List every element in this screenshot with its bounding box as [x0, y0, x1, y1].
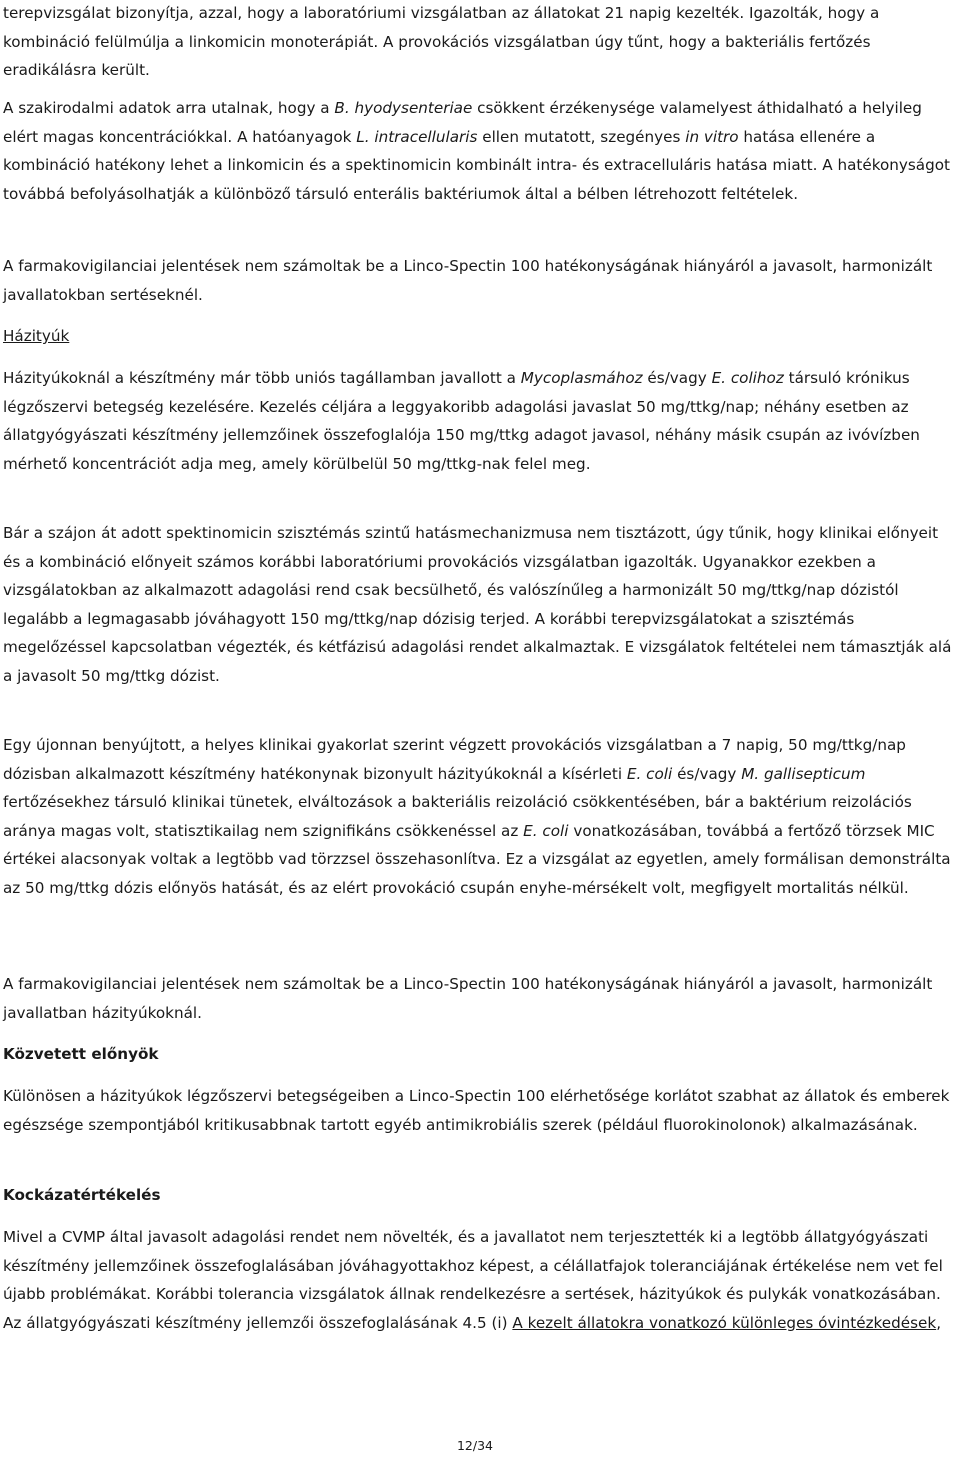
text-run: és/vagy	[642, 369, 712, 387]
italic-term: Mycoplasmához	[520, 369, 643, 387]
text-run: terepvizsgálat bizonyítja, azzal, hogy a laboratóriumi vizsgálatban az állatokat 21 napig kezelték. Igazolták, hogy a kombináció felülmúlja a linkomicin monoterápiát. A provokációs vizsgálatban úgy tűnt, hogy a bakteriális fertőzés eradikálásra került.	[3, 4, 880, 79]
text-run: Egy újonnan benyújtott, a helyes klinikai gyakorlat szerint végzett provokációs vizsgálatban a 7 napig, 50 mg/ttkg/nap dózisban alkalmazott készítmény hatékonynak bizonyult házityúkoknál a kísérleti	[3, 736, 906, 783]
italic-term: E. coli	[626, 764, 673, 783]
text-run: A farmakovigilanciai jelentések nem számoltak be a Linco-Spectin 100 hatékonyságának hiányáról a javasolt, harmonizált javallatban házityúkoknál.	[3, 975, 933, 1022]
paragraph-5	[3, 519, 953, 690]
text-run: és/vagy	[672, 764, 742, 783]
underlined-reference: A kezelt állatokra vonatkozó különleges óvintézkedések	[512, 1313, 937, 1332]
text-run: Bár a szájon át adott spektinomicin szisztémás szintű hatásmechanizmusa nem tisztázott, úgy tűnik, hogy klinikai előnyeit és a kombináció előnyeit számos korábbi laboratóriumi provokációs vizsgálatban igazolták. Ugyanakkor ezekben a vizsgálatokban az alkalmazott adagolási rend csak becsülhető, és valószínűleg a harmonizált 50 mg/ttkg/nap dózistól legalább a legmagasabb jóváhagyott 150 mg/ttkg/nap dózisig terjed. A korábbi terepvizsgálatokat a szisztémás megelőzéssel kapcsolatban végezték, és kétfázisú adagolási rendet alkalmaztak. E vizsgálatok feltételei nem támasztják alá a javasolt 50 mg/ttkg dózist.	[3, 524, 952, 685]
paragraph-8	[3, 1082, 953, 1139]
text-run: ellen mutatott, szegényes	[477, 127, 686, 146]
text-run: Különösen a házityúkok légzőszervi betegségeiben a Linco-Spectin 100 elérhetősége korlátot szabhat az állatok és emberek egészsége szempontjából kritikusabbnak tartott egyéb antimikrobiális szerek (például fluorokinolonok) alkalmazásának.	[3, 1087, 950, 1134]
italic-term: E. colihoz	[711, 369, 784, 387]
heading-poultry: Házityúk	[3, 327, 70, 345]
paragraph-6	[3, 731, 953, 902]
paragraph-2	[3, 94, 953, 208]
text-run: ,	[936, 1313, 942, 1332]
paragraph-9	[3, 1223, 953, 1337]
page-number: 12/34	[456, 1438, 494, 1453]
text-run: Házityúkoknál a készítmény már több uniós tagállamban javallott a	[3, 369, 521, 387]
paragraph-1	[3, 0, 953, 85]
text-run: társuló krónikus légzőszervi betegség kezelésére. Kezelés céljára a leggyakoribb adagolási javaslat 50 mg/ttkg/nap; néhány esetben az állatgyógyászati készítmény jellemzőinek összefoglalója 150 mg/ttkg adagot javasol, néhány másik csupán az ivóvízben mérhető koncentrációt adja meg, amely körülbelül 50 mg/ttkg-nak felel meg.	[3, 369, 920, 473]
text-run: fertőzésekhez társuló klinikai tünetek, elváltozások a bakteriális reizoláció csökkentésében, bár a baktérium reizolációs aránya magas volt, statisztikailag nem szignifikáns csökkenéssel az	[3, 793, 912, 840]
italic-term: in vitro	[685, 127, 739, 146]
heading-risk-assessment: Kockázatértékelés	[3, 1186, 161, 1204]
text-run: Mivel a CVMP által javasolt adagolási rendet nem növelték, és a javallatot nem terjesztették ki a legtöbb állatgyógyászati készítmény jellemzőinek összefoglalásában jóváhagyottakhoz képest, a célállatfajok toleranciájának értékelése nem vet fel újabb problémákat. Korábbi tolerancia vizsgálatok állnak rendelkezésre a sertések, házityúkok és pulykák vonatkozásában. Az állatgyógyászati készítmény jellemzői összefoglalásának 4.5 (i)	[3, 1228, 943, 1332]
text-run: csökkent érzékenysége valamelyest áthidalható a helyileg elért magas koncentrációkkal. A hatóanyagok	[3, 99, 922, 146]
text-run: A farmakovigilanciai jelentések nem számoltak be a Linco-Spectin 100 hatékonyságának hiányáról a javasolt, harmonizált javallatokban sertéseknél.	[3, 257, 933, 304]
italic-term: E. coli	[523, 821, 569, 840]
paragraph-3	[3, 252, 953, 309]
italic-term: L. intracellularis	[356, 127, 478, 146]
paragraph-7	[3, 970, 953, 1027]
text-run: hatása ellenére a kombináció hatékony lehet a linkomicin és a spektinomicin kombinált intra- és extracelluláris hatása miatt. A hatékonyságot továbbá befolyásolhatják a különböző társuló enterális baktériumok által a bélben létrehozott feltételek.	[3, 127, 950, 203]
heading-indirect-benefits: Közvetett előnyök	[3, 1045, 159, 1063]
italic-term: B. hyodysenteriae	[334, 99, 473, 117]
paragraph-4	[3, 364, 953, 478]
italic-term: M. gallisepticum	[741, 764, 866, 783]
text-run: vonatkozásában, továbbá a fertőző törzsek MIC értékei alacsonyak voltak a legtöbb vad törzzsel összehasonlítva. Ez a vizsgálat az egyetlen, amely formálisan demonstrálta az 50 mg/ttkg dózis előnyös hatását, és az elért provokáció csupán enyhe-mérsékelt volt, megfigyelt mortalitás nélkül.	[3, 821, 951, 897]
text-run: A szakirodalmi adatok arra utalnak, hogy a	[3, 99, 335, 117]
